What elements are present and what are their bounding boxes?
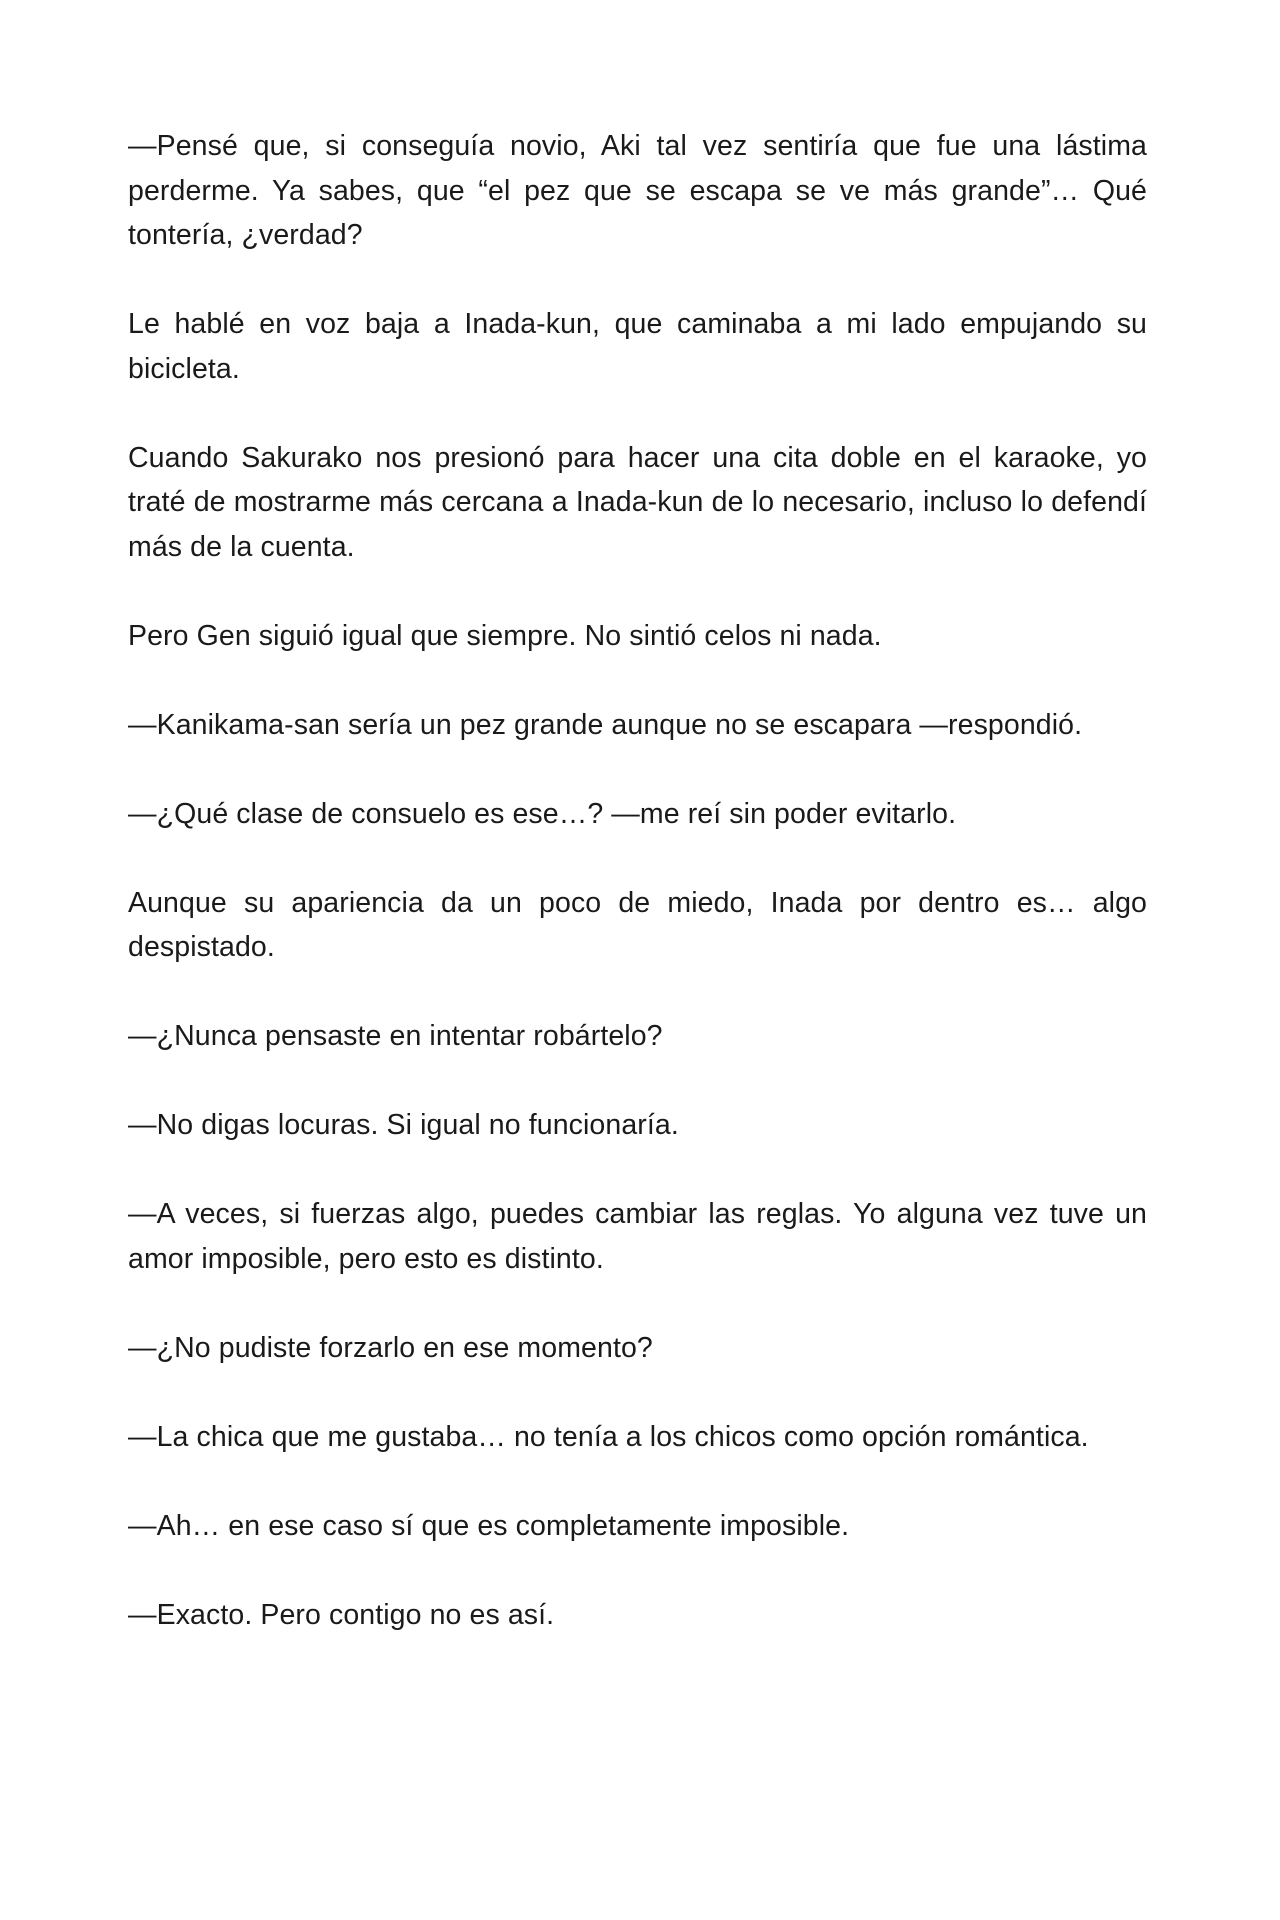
paragraph: Le hablé en voz baja a Inada-kun, que caminaba a mi lado empujando su bicicleta. <box>128 308 1147 385</box>
paragraph: —Ah… en ese caso sí que es completamente imposible. <box>128 1509 850 1542</box>
paragraph: —No digas locuras. Si igual no funcionaría. <box>128 1109 679 1141</box>
paragraph: —Pensé que, si conseguía novio, Aki tal vez sentiría que fue una lástima perderme. Ya sabes, que “el pez que se escapa se ve más grande”… Qué tontería, ¿verdad? <box>128 130 1147 251</box>
paragraph: —A veces, si fuerzas algo, puedes cambiar las reglas. Yo alguna vez tuve un amor imposible, pero esto es distinto. <box>128 1198 1147 1275</box>
paragraph: —¿Qué clase de consuelo es ese…? —me reí sin poder evitarlo. <box>128 797 957 830</box>
document-page <box>128 124 1147 1682</box>
paragraph: —¿Nunca pensaste en intentar robártelo? <box>128 1020 663 1052</box>
paragraph: —La chica que me gustaba… no tenía a los chicos como opción romántica. <box>128 1420 1089 1453</box>
paragraph: Aunque su apariencia da un poco de miedo, Inada por dentro es… algo despistado. <box>128 886 1147 963</box>
paragraph: Cuando Sakurako nos presionó para hacer una cita doble en el karaoke, yo traté de mostrarme más cercana a Inada-kun de lo necesario, incluso lo defendí más de la cuenta. <box>128 441 1147 563</box>
paragraph: —¿No pudiste forzarlo en ese momento? <box>128 1331 653 1364</box>
paragraph: —Kanikama-san sería un pez grande aunque no se escapara —respondió. <box>128 708 1083 741</box>
paragraph: —Exacto. Pero contigo no es así. <box>128 1598 555 1631</box>
paragraph: Pero Gen siguió igual que siempre. No sintió celos ni nada. <box>128 619 882 652</box>
